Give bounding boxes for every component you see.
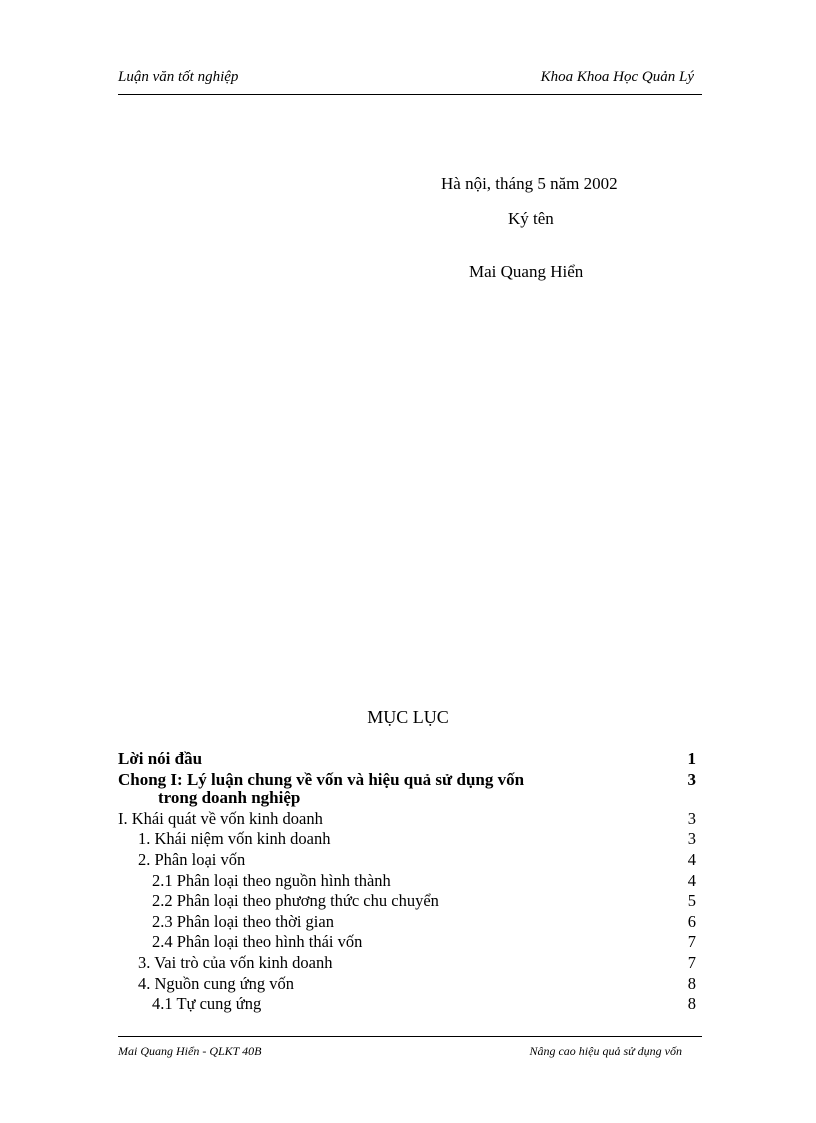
toc-entry-page: 7 [687,932,696,952]
toc-entry [118,871,702,892]
toc-entry [118,809,702,830]
toc-entry-text: 2.4 Phân loại theo hình thái vốn [152,932,363,952]
toc-entry-text: I. Khái quát về vốn kinh doanh [118,808,323,828]
toc-entry [118,788,702,809]
toc-entry-text: 4.1 Tự cung ứng [152,994,262,1014]
toc-entry [118,994,702,1015]
toc-entry-page: 6 [687,911,696,931]
toc-entry-page: 3 [687,769,696,789]
header-right-text: Khoa Khoa Học Quản Lý [540,69,694,85]
footer-left-text: Mai Quang Hiển - QLKT 40B [118,1044,262,1058]
toc-entry-page: 3 [687,808,696,828]
toc-entry-text: Chong I: Lý luận chung về vốn và hiệu quả sử dụng vốn [118,769,525,789]
toc-entry-page: 4 [687,849,696,869]
toc-entry-text: 1. Khái niệm vốn kinh doanh [138,829,331,849]
toc-entry [118,770,702,791]
toc-entry [118,912,702,933]
toc-entry-page: 4 [687,870,696,890]
toc-entry-text: trong doanh nghiệp [158,788,301,808]
table-of-contents [118,749,702,1015]
toc-entry [118,850,702,871]
toc-entry [118,829,702,850]
toc-entry-text: 2.2 Phân loại theo phương thức chu chuyển [152,891,439,911]
toc-entry-page: 8 [687,973,696,993]
toc-title: MỤC LỤC [367,707,449,727]
toc-entry-page: 8 [687,994,696,1014]
footer-divider [118,1036,702,1037]
signature-date: Hà nội, tháng 5 năm 2002 [441,174,618,193]
header-left-text: Luận văn tốt nghiệp [118,69,239,85]
toc-entry-text: 3. Vai trò của vốn kinh doanh [138,952,333,972]
toc-entry-text: Lời nói đầu [118,749,203,768]
signature-name: Mai Quang Hiển [469,262,584,281]
toc-entry-text: 2.3 Phân loại theo thời gian [152,911,334,931]
toc-entry [118,953,702,974]
page-header [118,66,702,95]
toc-entry-page: 5 [687,891,696,911]
signature-label: Ký tên [508,209,554,228]
toc-entry-text: 2. Phân loại vốn [138,849,246,869]
toc-entry-text: 4. Nguồn cung ứng vốn [138,973,295,993]
toc-entry [118,749,702,770]
footer-right-text: Nâng cao hiệu quả sử dụng vốn [529,1044,682,1058]
toc-entry-text: 2.1 Phân loại theo nguồn hình thành [152,870,391,890]
toc-entry [118,891,702,912]
toc-entry-page: 3 [687,829,696,849]
toc-entry-page: 1 [687,749,696,768]
toc-entry [118,932,702,953]
toc-entry-page: 7 [687,952,696,972]
toc-entry [118,974,702,995]
